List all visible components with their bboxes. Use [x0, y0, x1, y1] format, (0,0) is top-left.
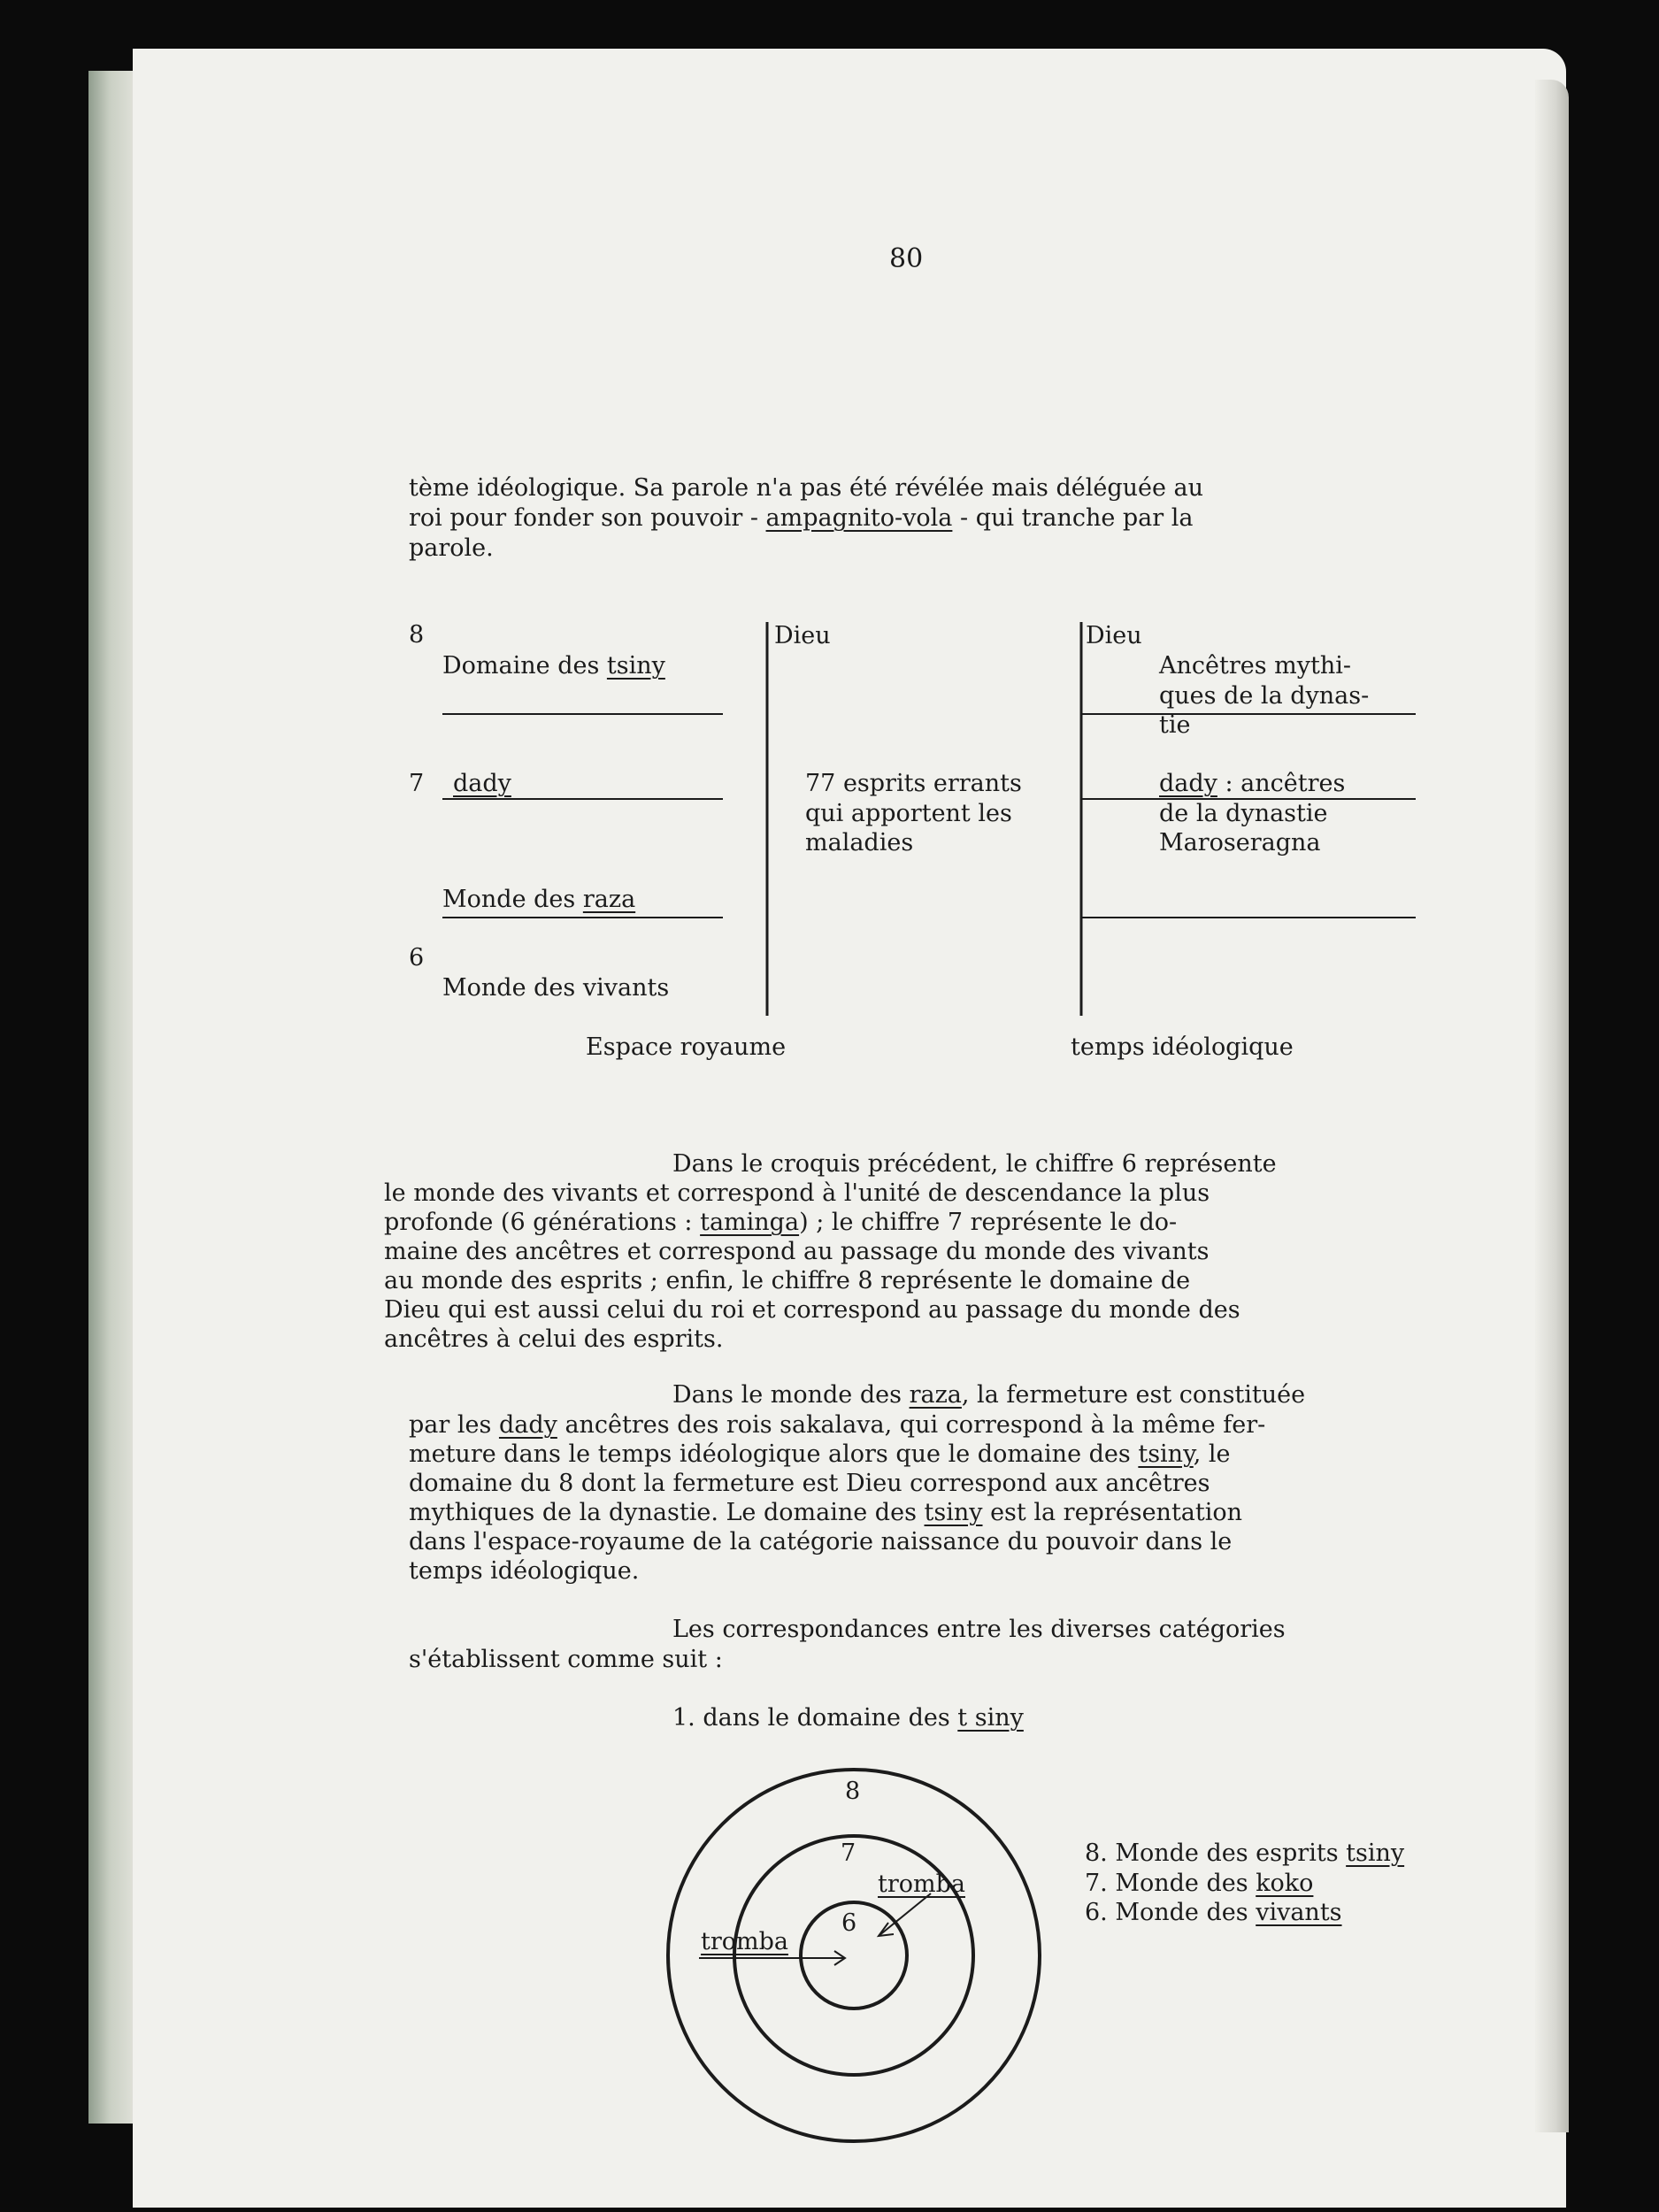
ancetres-line-1: Ancêtres mythi-	[1159, 652, 1352, 680]
paragraph-4-line-2: s'établissent comme suit :	[409, 1646, 723, 1673]
paragraph-3-line-7: temps idéologique.	[409, 1557, 640, 1585]
monde-vivants-label: Monde des vivants	[442, 974, 670, 1002]
page-number: 80	[889, 243, 924, 274]
monde-raza-label: Monde des raza	[442, 886, 636, 913]
paragraph-3-line-4: domaine du 8 dont la fermeture est Dieu correspond aux ancêtres	[409, 1470, 1210, 1497]
circle-label-6: 6	[841, 1909, 857, 1937]
term-ampagnito-vola: ampagnito-vola	[765, 504, 953, 532]
dynastie-line-1: de la dynastie	[1159, 800, 1328, 827]
paragraph-2-line-1: Dans le croquis précédent, le chiffre 6 représente	[672, 1150, 1277, 1178]
esprits-line-1: 77 esprits errants	[805, 770, 1022, 797]
paragraph-2-line-3: profonde (6 générations : taminga) ; le chiffre 7 représente le do-	[384, 1209, 1178, 1236]
paragraph-2-line-5: au monde des esprits ; enfin, le chiffre 8 représente le domaine de	[384, 1267, 1191, 1294]
ancetres-line-3: tie	[1159, 711, 1191, 739]
dady-left-label: dady	[453, 770, 511, 797]
legend-item-7: 7. Monde des koko	[1085, 1870, 1314, 1897]
list-item-1: 1. dans le domaine des t siny	[672, 1704, 1024, 1732]
level-7-label: 7	[409, 770, 425, 797]
paragraph-3-line-6: dans l'espace-royaume de la catégorie naissance du pouvoir dans le	[409, 1528, 1233, 1555]
circle-label-7: 7	[841, 1839, 856, 1867]
tromba-left-label: tromba	[701, 1928, 788, 1955]
temps-ideologique-label: temps idéologique	[1071, 1033, 1294, 1061]
dynastie-line-2: Maroseragna	[1159, 829, 1321, 856]
legend-item-8: 8. Monde des esprits tsiny	[1085, 1839, 1405, 1867]
esprits-line-3: maladies	[805, 829, 914, 856]
paragraph-3-line-5: mythiques de la dynastie. Le domaine des tsiny est la représentation	[409, 1499, 1243, 1526]
paragraph-3-line-3: meture dans le temps idéologique alors que le domaine des tsiny, le	[409, 1440, 1231, 1468]
dady-right-label: dady : ancêtres	[1159, 770, 1346, 797]
legend-item-6: 6. Monde des vivants	[1085, 1899, 1342, 1926]
level-6-label: 6	[409, 944, 425, 972]
paragraph-2-line-6: Dieu qui est aussi celui du roi et correspond au passage du monde des	[384, 1296, 1240, 1324]
dieu-right-label: Dieu	[1086, 622, 1142, 649]
dieu-center-label: Dieu	[774, 622, 831, 649]
paragraph-1-line-2: roi pour fonder son pouvoir - ampagnito-vola - qui tranche par la	[409, 504, 1194, 532]
paragraph-3-line-1: Dans le monde des raza, la fermeture est constituée	[672, 1381, 1306, 1409]
paragraph-2-line-4: maine des ancêtres et correspond au passage du monde des vivants	[384, 1238, 1210, 1265]
circle-label-8: 8	[845, 1778, 861, 1805]
tromba-right-label: tromba	[878, 1870, 965, 1898]
paragraph-2-line-2: le monde des vivants et correspond à l'unité de descendance la plus	[384, 1179, 1210, 1207]
ancetres-line-2: ques de la dynas-	[1159, 682, 1370, 710]
paragraph-1-line-3: parole.	[409, 534, 494, 562]
paragraph-1-line-1: tème idéologique. Sa parole n'a pas été révélée mais déléguée au	[409, 474, 1204, 502]
paragraph-2-line-7: ancêtres à celui des esprits.	[384, 1325, 724, 1353]
paragraph-3-line-2: par les dady ancêtres des rois sakalava, qui correspond à la même fer-	[409, 1411, 1266, 1439]
espace-royaume-label: Espace royaume	[586, 1033, 787, 1061]
esprits-line-2: qui apportent les	[805, 800, 1012, 827]
level-8-label: 8	[409, 621, 425, 649]
domaine-tsiny-label: Domaine des tsiny	[442, 652, 665, 680]
paragraph-4-line-1: Les correspondances entre les diverses catégories	[672, 1616, 1286, 1643]
